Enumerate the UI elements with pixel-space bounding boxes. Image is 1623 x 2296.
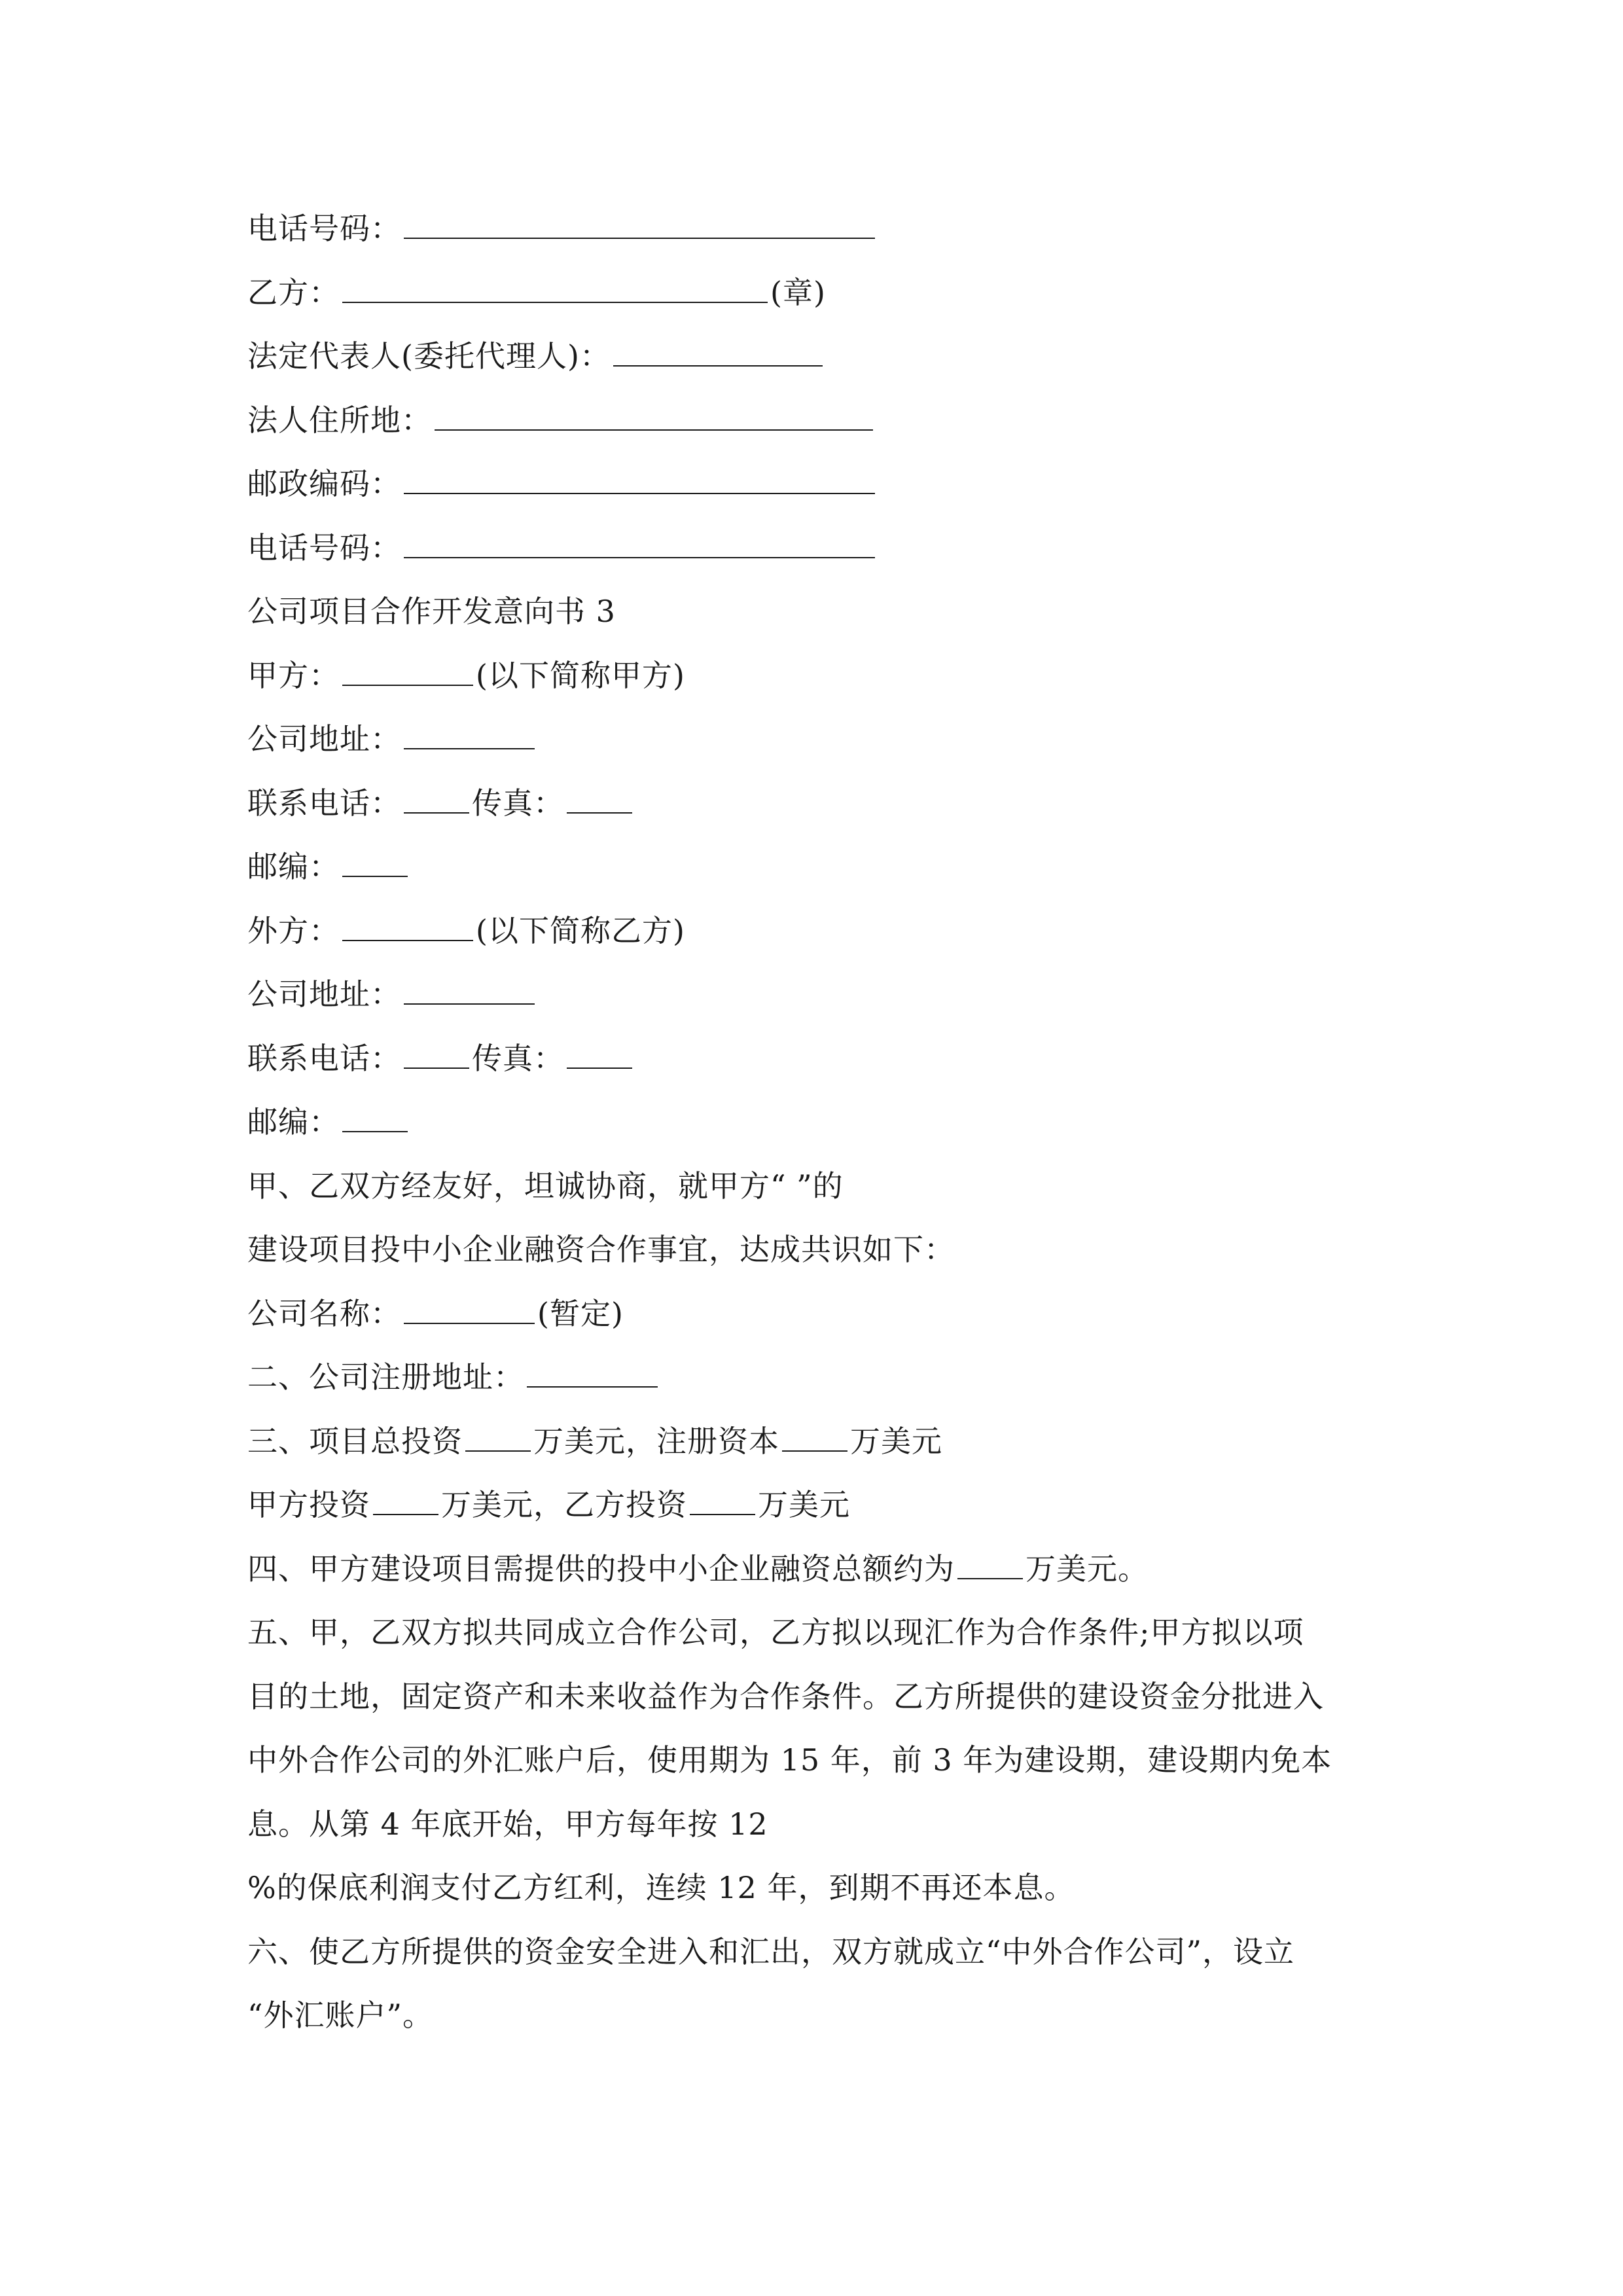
intro-text: 甲、乙双方经友好，坦诚协商，就甲方“ ”的 [247,1168,844,1204]
company-name-blank [404,1303,535,1324]
company-name-suffix: (暂定) [537,1296,624,1331]
total-investment-blank [465,1431,531,1452]
party-a-postcode-line [247,834,410,899]
party-foreign-suffix: (以下简称乙方) [476,913,685,948]
clause-5-text: 息。从第 4 年底开始，甲方每年按 12 [247,1806,768,1842]
legal-rep-label: 法定代表人(委托代理人)： [247,338,611,374]
party-a-blank [342,665,473,686]
clause-3-text-c: 万美元 [850,1424,942,1459]
party-b-label: 乙方： [247,275,340,310]
clause-2 [247,1345,660,1409]
company-address-blank [404,984,535,1005]
clause-5-line-1 [247,1600,1304,1664]
clause-5-text: 五、甲，乙双方拟共同成立合作公司，乙方拟以现汇作为合作条件;甲方拟以项 [247,1615,1304,1650]
clause-5-line-5 [247,1856,1075,1920]
financing-amount-blank [957,1558,1023,1579]
registered-address-blank [527,1367,658,1388]
clause-4 [247,1537,1149,1601]
postcode-blank [342,856,408,877]
registered-capital-blank [782,1431,847,1452]
party-b-line [247,260,826,325]
postcode-label: 邮政编码： [247,466,401,501]
document-title [247,579,616,643]
postcode-blank [404,473,875,494]
intro-text: 建设项目投中小企业融资合作事宜，达成共识如下： [247,1232,955,1267]
postcode-label: 邮编： [247,849,340,884]
investment-text-a: 甲方投资 [247,1487,370,1522]
fax-blank [567,793,632,814]
company-name-label: 公司名称： [247,1296,401,1331]
fax-label: 传真： [472,1041,564,1076]
party-b-blank [342,282,768,303]
postcode-label: 邮编： [247,1104,340,1139]
postcode-line [247,452,878,516]
clause-5-text: 目的土地，固定资产和未来收益作为合作条件。乙方所提供的建设资金分批进入 [247,1679,1324,1714]
clause-5-line-4 [247,1792,768,1856]
party-foreign-address-line [247,962,537,1026]
party-b-investment-blank [690,1494,755,1515]
intro-line-2 [247,1217,955,1282]
clause-company-name [247,1282,624,1346]
clause-6-line-2 [247,1983,433,2047]
title-text: 公司项目合作开发意向书 3 [247,594,616,629]
phone-label: 电话号码： [247,211,401,246]
legal-rep-blank [613,346,823,367]
company-address-blank [404,728,535,749]
phone-blank [404,218,875,239]
investment-text-c: 万美元 [758,1487,850,1522]
company-address-label: 公司地址： [247,977,401,1012]
address-line [247,388,876,452]
party-foreign-blank [342,920,473,941]
clause-4-text-a: 四、甲方建设项目需提供的投中小企业融资总额约为 [247,1551,955,1587]
party-a-label: 甲方： [247,658,340,693]
tel-blank [404,1048,469,1069]
party-a-contact-line [247,771,635,835]
clause-5-text: %的保底利润支付乙方红利，连续 12 年，到期不再还本息。 [247,1870,1075,1905]
clause-3 [247,1409,942,1473]
clause-2-label: 二、公司注册地址： [247,1359,524,1395]
clause-6-text: “外汇账户”。 [247,1998,434,2033]
party-a-investment-blank [373,1494,438,1515]
seal-label: (章) [770,275,826,310]
legal-rep-line [247,324,825,388]
party-foreign-postcode-line [247,1090,410,1154]
clause-6-line-1 [247,1920,1294,1984]
postcode-blank [342,1111,408,1132]
party-foreign-line [247,899,685,963]
intro-line-1 [247,1154,844,1218]
party-a-address-line [247,707,537,771]
party-foreign-label: 外方： [247,913,340,948]
clause-3-text-a: 三、项目总投资 [247,1424,463,1459]
tel-label: 联系电话： [247,1041,401,1076]
clause-3-investment [247,1473,850,1537]
clause-6-text: 六、使乙方所提供的资金安全进入和汇出，双方就成立“中外合作公司”，设立 [247,1934,1295,1969]
party-a-line [247,643,685,708]
tel-label: 联系电话： [247,785,401,821]
address-label: 法人住所地： [247,403,432,438]
address-blank [435,410,873,431]
phone-line-b [247,516,878,580]
phone-label: 电话号码： [247,530,401,565]
fax-blank [567,1048,632,1069]
clause-5-text: 中外合作公司的外汇账户后，使用期为 15 年，前 3 年为建设期，建设期内免本 [247,1742,1332,1778]
phone-blank [404,537,875,558]
tel-blank [404,793,469,814]
company-address-label: 公司地址： [247,721,401,757]
clause-4-text-b: 万美元。 [1026,1551,1149,1587]
fax-label: 传真： [472,785,564,821]
party-a-suffix: (以下简称甲方) [476,658,685,693]
clause-5-line-2 [247,1664,1324,1729]
phone-line-a [247,196,878,260]
clause-5-line-3 [247,1728,1332,1792]
party-foreign-contact-line [247,1026,635,1090]
investment-text-b: 万美元，乙方投资 [441,1487,687,1522]
clause-3-text-b: 万美元，注册资本 [533,1424,779,1459]
